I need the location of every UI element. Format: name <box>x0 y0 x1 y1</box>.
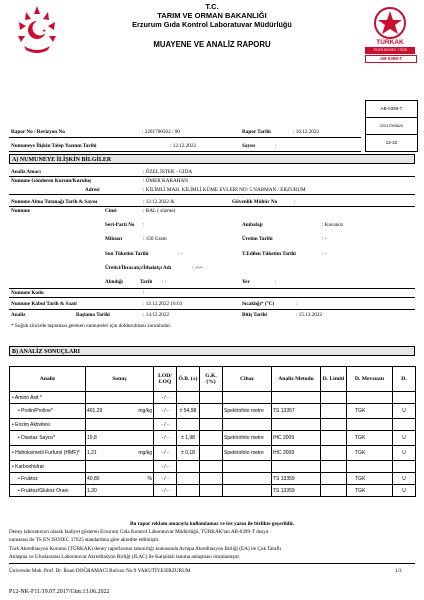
page-number: 1/3 <box>395 568 402 574</box>
cell-sonuc <box>86 461 132 473</box>
table-row <box>10 446 416 461</box>
prod-date-label: Üretim Tarihi <box>242 236 273 242</box>
cell-gk <box>200 473 223 485</box>
notes-line-4: Anlaşma ve Uluslararası Laboratuvar Akreditasyon Birliği (ILAC) ile Karşılıklı tanıma anlaşması imzalamıştır. <box>9 554 241 560</box>
footer-address: Üniversite Mah. Prof. Dr. İhsan DOĞRAMACI Bulvarı No:9 YAKUTİYE/ERZURUM <box>9 568 191 574</box>
cell-limit <box>321 473 347 485</box>
cell-cihaz: Spektrofoto metre <box>223 446 272 461</box>
cell-ob <box>177 461 200 473</box>
address: : KİLİMLİ MAH. KİLİMLİ KÜME EVLERİ NO: 5 NARMAN / ERZURUM <box>143 187 306 193</box>
taken-label: Numune Alma Tutanağı Tarih & Sayısı <box>11 199 98 205</box>
th-gk: G.K. (%) <box>200 367 223 392</box>
cell-d: U <box>393 473 416 485</box>
th-mevzuat: D. Mevzuatı <box>347 367 393 392</box>
cell-limit <box>321 392 347 404</box>
purpose-label: Analiz Amacı <box>11 169 41 175</box>
table-row <box>10 461 416 473</box>
request-date-label: Numuneye İlişkin Talep Yazının Tarihi <box>11 143 97 149</box>
table-row <box>10 485 416 497</box>
form-code: P12-NK-F11/19.07.2017/Gün:13.06.2022 <box>9 589 110 595</box>
cell-analiz: • Amino Asit * <box>10 392 86 404</box>
th-ob: Ö.B. (±) <box>177 367 200 392</box>
cell-limit <box>321 419 347 431</box>
report-no-label: Rapor No / Revizyon No <box>11 129 65 135</box>
header-lab: Erzurum Gıda Kontrol Laboratuvar Müdürlüğü <box>132 20 292 29</box>
table-row <box>10 473 416 485</box>
seal: : <box>294 199 296 205</box>
cell-gk <box>200 431 223 446</box>
cell-lod: - / - <box>154 419 177 431</box>
temp: : <box>296 301 298 307</box>
cell-metot <box>272 392 321 404</box>
cell-metot: IHC 2009 <box>272 446 321 461</box>
cell-lod: - / - <box>154 473 177 485</box>
th-d: D. <box>393 367 416 392</box>
cell-birim <box>132 431 154 446</box>
cell-cihaz: Spektrofoto metre <box>223 431 272 446</box>
th-sonuc: Sonuç <box>86 367 154 392</box>
kind-label: Cinsi <box>105 208 117 214</box>
code-label: Numune Kodu <box>11 290 44 296</box>
cell-birim: % <box>132 473 154 485</box>
cell-analiz: • Karbonhidrat <box>10 461 86 473</box>
table-row <box>10 419 416 431</box>
cell-birim <box>132 419 154 431</box>
cell-mevzuat: TGK <box>347 473 393 485</box>
count-value: : <box>275 143 277 149</box>
request-date: : 12.12.2022 <box>170 143 197 149</box>
cell-ob <box>177 392 200 404</box>
notes-line-3: Türk Akreditasyon Kurumu (TÜRKAK) deney raporlarının tanınırlığı konusunda Avrupa Akreditasyon Birliği (EA) ile Çok Taraflı <box>9 546 282 552</box>
cell-d <box>393 392 416 404</box>
cell-birim <box>132 392 154 404</box>
received: : 12.12.2022 16:03 <box>143 301 183 307</box>
analysis-label: Analiz <box>11 312 26 318</box>
cell-d <box>393 419 416 431</box>
turkak-name: TÜRKAK <box>376 39 404 46</box>
cell-d: U <box>393 404 416 419</box>
cell-limit <box>321 485 347 497</box>
cell-gk <box>200 446 223 461</box>
cell-lod: - / - <box>154 461 177 473</box>
cell-birim: mg/kg <box>132 446 154 461</box>
cell-sonuc: 1,21 <box>86 446 132 461</box>
table-row <box>10 392 416 404</box>
cell-limit <box>321 404 347 419</box>
amount: : 150 Gram <box>143 236 167 242</box>
turkak-standard: TS EN ISO/IEC 17025 <box>365 47 415 54</box>
notes-line-1: Deney laboratuvarı olarak faaliyet gösteren Erzurum Gıda Kontrol Laboratuvar Müdürlüğü, TÜRKAK'tan AB-0399-T dosya <box>9 529 269 535</box>
cell-ob: ± 54,98 <box>177 404 200 419</box>
code: : <box>143 290 145 296</box>
sender: : ÖMER KARAHAN <box>143 178 188 184</box>
cell-mevzuat: TGK <box>347 431 393 446</box>
cell-gk <box>200 419 223 431</box>
start-label: Başlama Tarihi <box>76 312 110 318</box>
report-date-label: Rapor Tarihi <box>242 129 271 135</box>
cell-lod: - / - <box>154 431 177 446</box>
cell-d: U <box>393 485 416 497</box>
notes-line-2: numarası ile TS EN ISO/IEC 17025 standardına göre akredite edilmiştir. <box>9 537 160 543</box>
received-label: Numune Kabul Tarih & Saati <box>11 301 77 307</box>
cell-sonuc: 1,30 <box>86 485 132 497</box>
cell-analiz: • Fruktoz <box>10 473 86 485</box>
header-tc: T.C. <box>205 2 219 11</box>
purpose: : ÖZEL İSTEK - GIDA <box>143 169 193 175</box>
lot: : <box>143 222 145 228</box>
header-ministry: TARIM VE ORMAN BAKANLIĞI <box>157 11 267 20</box>
address-label: Adresi <box>85 187 100 193</box>
section-b-title-text: B) ANALİZ SONUÇLARI <box>12 349 81 355</box>
cell-ob: ± 0,18 <box>177 446 200 461</box>
cell-analiz: • Diastaz Sayısı* <box>10 431 86 446</box>
start: : 14.12.2022 <box>143 312 170 318</box>
end-label: Bitiş Tarihi <box>242 312 267 318</box>
cell-d <box>393 461 416 473</box>
cell-metot: TS 13359 <box>272 473 321 485</box>
count-label: Sayısı <box>242 143 255 149</box>
cell-cihaz <box>223 473 272 485</box>
table-row <box>10 404 416 419</box>
cell-gk <box>200 485 223 497</box>
cell-metot: IHC 2009 <box>272 431 321 446</box>
cell-gk <box>200 461 223 473</box>
th-analiz: Analiz <box>10 367 86 392</box>
cell-mevzuat: TGK <box>347 404 393 419</box>
cell-sonuc <box>86 419 132 431</box>
th-lod: LOD/ LOQ <box>154 367 177 392</box>
cell-birim: mg/kg <box>132 404 154 419</box>
turkak-code: AB-0399-T <box>365 55 417 63</box>
cell-analiz: • Fruktoz/Glukoz Oranı <box>10 485 86 497</box>
place: : <box>275 279 277 285</box>
cell-analiz: • Hidroksimetil Furfurol (HMF)* <box>10 446 86 461</box>
cell-lod: - / - <box>154 485 177 497</box>
cell-ob <box>177 419 200 431</box>
th-limit: D. Limiti <box>321 367 347 392</box>
cell-metot: TS 13359 <box>272 485 321 497</box>
taken-place-label: Alındığı <box>105 279 123 285</box>
cell-cihaz <box>223 392 272 404</box>
th-metot: Analiz Metodu <box>272 367 321 392</box>
report-date: : 16.12.2022 <box>293 129 320 135</box>
cell-mevzuat <box>347 392 393 404</box>
place-label: Yer <box>242 279 250 285</box>
cell-metot: TS 13357 <box>272 404 321 419</box>
cell-limit <box>321 446 347 461</box>
cell-gk <box>200 404 223 419</box>
cell-gk <box>200 392 223 404</box>
cell-sonuc: 401,29 <box>86 404 132 419</box>
producer: : -/-/- <box>192 265 203 271</box>
producer-label: Üretici/İhracatçı/İthalatçı Adı <box>105 265 172 271</box>
taken-date: : - <box>162 279 167 285</box>
cell-birim <box>132 485 154 497</box>
report-no: : 2201700562 / 00 <box>142 129 180 135</box>
prod-date: : - <box>322 236 327 242</box>
cell-cihaz <box>223 461 272 473</box>
cell-cihaz: Spektrofoto metre <box>223 404 272 419</box>
cell-sonuc <box>86 392 132 404</box>
side-code-box <box>365 100 418 152</box>
table-row <box>10 431 416 446</box>
cell-ob: ± 1,98 <box>177 431 200 446</box>
cell-lod: - / - <box>154 392 177 404</box>
section-a-title <box>9 154 415 164</box>
cell-birim <box>132 461 154 473</box>
cell-metot <box>272 461 321 473</box>
cell-ob <box>177 473 200 485</box>
cell-mevzuat <box>347 461 393 473</box>
side-number: 22017005620 <box>366 118 417 135</box>
side-code: AB-0399-T <box>366 101 417 118</box>
cell-metot <box>272 419 321 431</box>
turkak-logo <box>364 3 416 65</box>
cell-lod: - / - <box>154 446 177 461</box>
temp-label: Sıcaklığı* (°C) <box>242 301 275 307</box>
footnote: * Soğuk zincirde taşınması gereken numuneler için doldurulması zorunludur. <box>11 323 172 329</box>
taken: : 12.12.2022 & <box>143 199 175 205</box>
package-label: Ambalajı <box>242 222 263 228</box>
cell-limit <box>321 431 347 446</box>
cell-analiz: • Prolin/Proline* <box>10 404 86 419</box>
cell-lod: - / - <box>154 404 177 419</box>
date-label: Tarih <box>140 279 153 285</box>
sample-label: Numune <box>11 208 31 214</box>
report-title: MUAYENE VE ANALİZ RAPORU <box>153 40 271 49</box>
cell-cihaz <box>223 485 272 497</box>
lot-label: Seri-Parti No <box>105 222 135 228</box>
bbd: : - <box>322 251 327 257</box>
side-date: 12-22 <box>385 140 398 145</box>
expiry-label: Son Tüketim Tarihi <box>105 251 149 257</box>
cell-mevzuat: TGK <box>347 446 393 461</box>
th-cihaz: Cihaz <box>223 367 272 392</box>
notes-bold: Bu rapor reklam amacıyla kullanılamaz ve üst yazısı ile birlikte geçerlidir. <box>129 521 295 527</box>
kind: : BAL ( süzme) <box>143 208 176 214</box>
cell-sonuc: 40,80 <box>86 473 132 485</box>
cell-ob <box>177 485 200 497</box>
bbd-label: T.Edilen Tüketim Tarihi <box>242 251 296 257</box>
cell-limit <box>321 461 347 473</box>
expiry: : - <box>178 251 183 257</box>
section-b-title <box>9 346 415 356</box>
cell-mevzuat: TGK <box>347 485 393 497</box>
results-table <box>9 366 416 497</box>
cell-d: U <box>393 431 416 446</box>
sender-label: Numune Gönderen Kurum/Kuruluş <box>11 178 92 184</box>
section-a-title-text: A) NUMUNEYE İLİŞKİN BİLGİLER <box>12 157 112 163</box>
end: : 15.12.2022 <box>296 312 323 318</box>
package: : Kavanoz <box>322 222 344 228</box>
amount-label: Miktarı <box>105 236 123 242</box>
cell-cihaz <box>223 419 272 431</box>
cell-d: U <box>393 446 416 461</box>
seal-label: Güvenlik Mühür No <box>232 199 278 205</box>
cell-mevzuat <box>347 419 393 431</box>
cell-analiz: • Enzim Aktivitesi <box>10 419 86 431</box>
cell-sonuc: 19,8 <box>86 431 132 446</box>
